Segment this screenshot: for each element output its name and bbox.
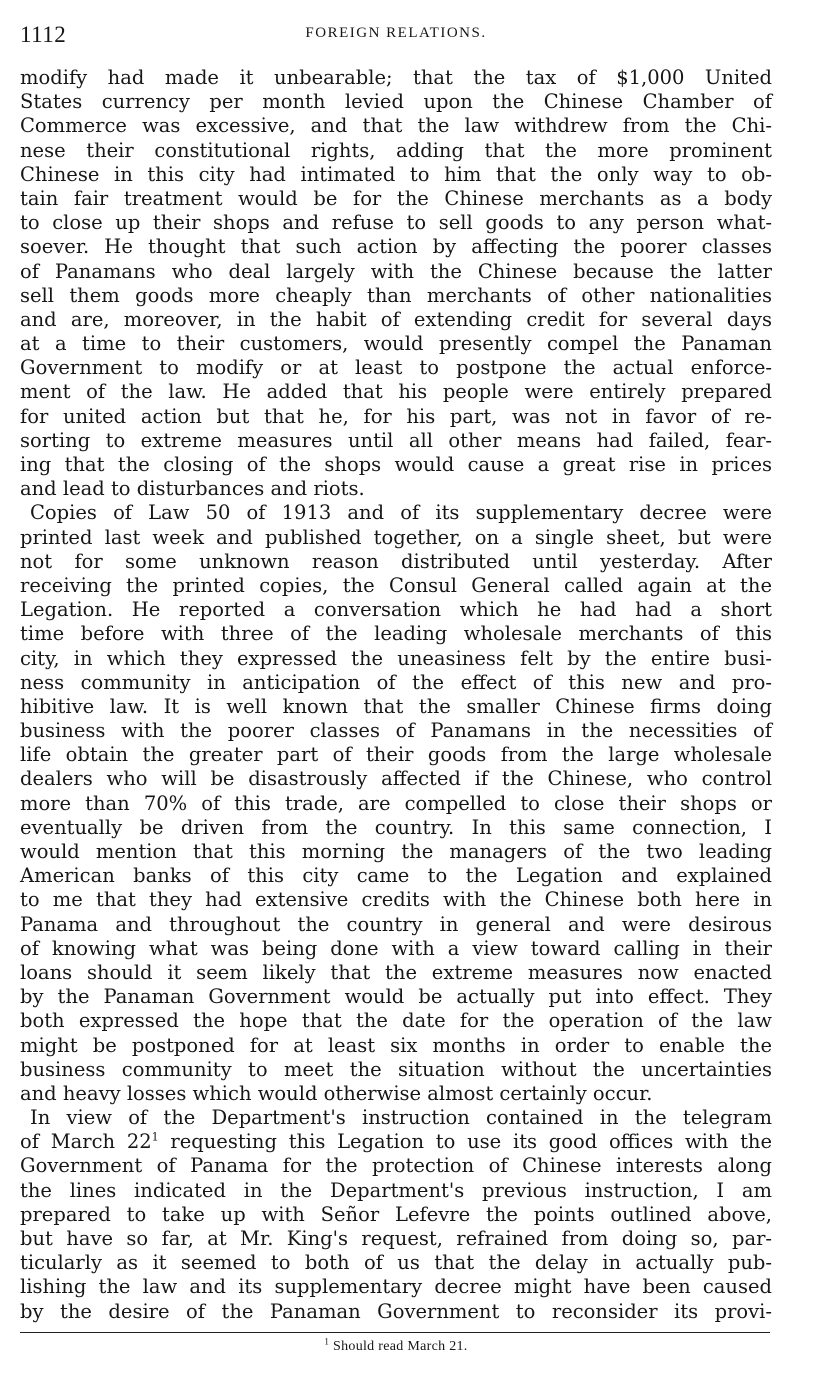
text-line: States currency per month levied upon the Chinese Chamber of [20, 90, 772, 114]
text-line: and lead to disturbances and riots. [20, 477, 365, 501]
text-line: business community to meet the situation without the uncertainties [20, 1057, 772, 1081]
text-line: hibitive law. It is well known that the smaller Chinese firms doing [20, 694, 772, 718]
text-line: nese their constitutional rights, adding that the more prominent [20, 138, 772, 162]
text-line: prepared to take up with Señor Lefevre the points outlined above, [20, 1202, 772, 1226]
text-line: sorting to extreme measures until all other means had failed, fear- [20, 428, 772, 452]
text-line: loans should it seem likely that the extreme measures now enacted [20, 960, 772, 984]
paragraph-3 [20, 1106, 772, 1324]
text-line: and are, moreover, in the habit of extending credit for several days [20, 307, 772, 331]
text-line: for united action but that he, for his part, was not in favor of re- [20, 404, 772, 428]
text-line: lishing the law and its supplementary decree might have been caused [20, 1275, 772, 1299]
text-line: time before with three of the leading wholesale merchants of this [20, 622, 772, 646]
text-line: Legation. He reported a conversation which he had had a short [20, 598, 772, 622]
text-line: Panama and throughout the country in general and were desirous [20, 912, 772, 936]
text-line: ing that the closing of the shops would cause a great rise in prices [20, 453, 772, 476]
text-line: by the desire of the Panaman Government to reconsider its provi- [20, 1299, 772, 1323]
text-line: eventually be driven from the country. In this same connection, I [20, 815, 772, 839]
text-fragment: of March 22 [20, 1130, 152, 1154]
text-line: dealers who will be disastrously affected if the Chinese, who control [20, 767, 772, 791]
text-line: Chinese in this city had intimated to him that the only way to ob- [20, 162, 772, 186]
footnote-reference: 1 [151, 1130, 159, 1144]
body-text [20, 66, 772, 1324]
text-line: tain fair treatment would be for the Chinese merchants as a body [20, 186, 772, 210]
footnote-mark: 1 [324, 1336, 330, 1347]
document-page [20, 22, 772, 1355]
text-line: Copies of Law 50 of 1913 and of its supplementary decree were [30, 501, 772, 525]
text-line: the lines indicated in the Department's previous instruction, I am [20, 1178, 772, 1202]
text-line: would mention that this morning the managers of the two leading [20, 840, 772, 863]
footnote-divider [20, 1332, 770, 1333]
text-line: and heavy losses which would otherwise almost certainly occur. [20, 1081, 653, 1105]
footnote-text: Should read March 21. [329, 1338, 468, 1354]
text-line: sell them goods more cheaply than merchants of other nationalities [20, 283, 772, 307]
text-line-with-footnote-ref [20, 1130, 772, 1154]
text-line: but have so far, at Mr. King's request, refrained from doing so, par- [20, 1227, 772, 1250]
text-line: not for some unknown reason distributed until yesterday. After [20, 549, 772, 573]
text-line: Government of Panama for the protection of Chinese interests along [20, 1154, 772, 1178]
running-head: FOREIGN RELATIONS. [305, 25, 487, 41]
text-line: printed last week and published together, on a single sheet, but were [20, 525, 772, 549]
text-line: by the Panaman Government would be actually put into effect. They [20, 985, 772, 1009]
paragraph-2 [20, 501, 772, 1106]
text-fragment: requesting this Legation to use its good offices with the [158, 1130, 773, 1154]
text-line: to close up their shops and refuse to sell goods to any person what- [20, 211, 772, 235]
text-line: of Panamans who deal largely with the Chinese because the latter [20, 259, 772, 283]
text-line: might be postponed for at least six months in order to enable the [20, 1033, 772, 1057]
text-line: Commerce was excessive, and that the law withdrew from the Chi- [20, 114, 772, 138]
text-line: ment of the law. He added that his people were entirely prepared [20, 380, 772, 404]
text-line: to me that they had extensive credits with the Chinese both here in [20, 888, 772, 912]
text-line: In view of the Department's instruction contained in the telegram [30, 1106, 772, 1130]
text-line: soever. He thought that such action by affecting the poorer classes [20, 235, 772, 259]
text-line: business with the poorer classes of Panamans in the necessities of [20, 719, 772, 743]
text-line: life obtain the greater part of their goods from the large wholesale [20, 743, 772, 767]
text-line: American banks of this city came to the Legation and explained [20, 864, 772, 888]
page-number: 1112 [20, 22, 67, 47]
text-line: ticularly as it seemed to both of us that the delay in actually pub- [20, 1251, 772, 1275]
text-line: at a time to their customers, would presently compel the Panaman [20, 332, 772, 356]
page-header [20, 22, 772, 56]
text-line: more than 70% of this trade, are compelled to close their shops or [20, 791, 772, 815]
text-line: modify had made it unbearable; that the tax of $1,000 United [20, 66, 772, 89]
text-line: Government to modify or at least to postpone the actual enforce- [20, 356, 772, 380]
text-line: both expressed the hope that the date for the operation of the law [20, 1009, 772, 1033]
text-line: city, in which they expressed the uneasiness felt by the entire busi- [20, 646, 772, 670]
text-line: receiving the printed copies, the Consul General called again at the [20, 573, 772, 597]
text-line: ness community in anticipation of the effect of this new and pro- [20, 670, 772, 694]
paragraph-1 [20, 66, 772, 501]
text-line: of knowing what was being done with a view toward calling in their [20, 936, 772, 960]
footnote [20, 1336, 772, 1355]
